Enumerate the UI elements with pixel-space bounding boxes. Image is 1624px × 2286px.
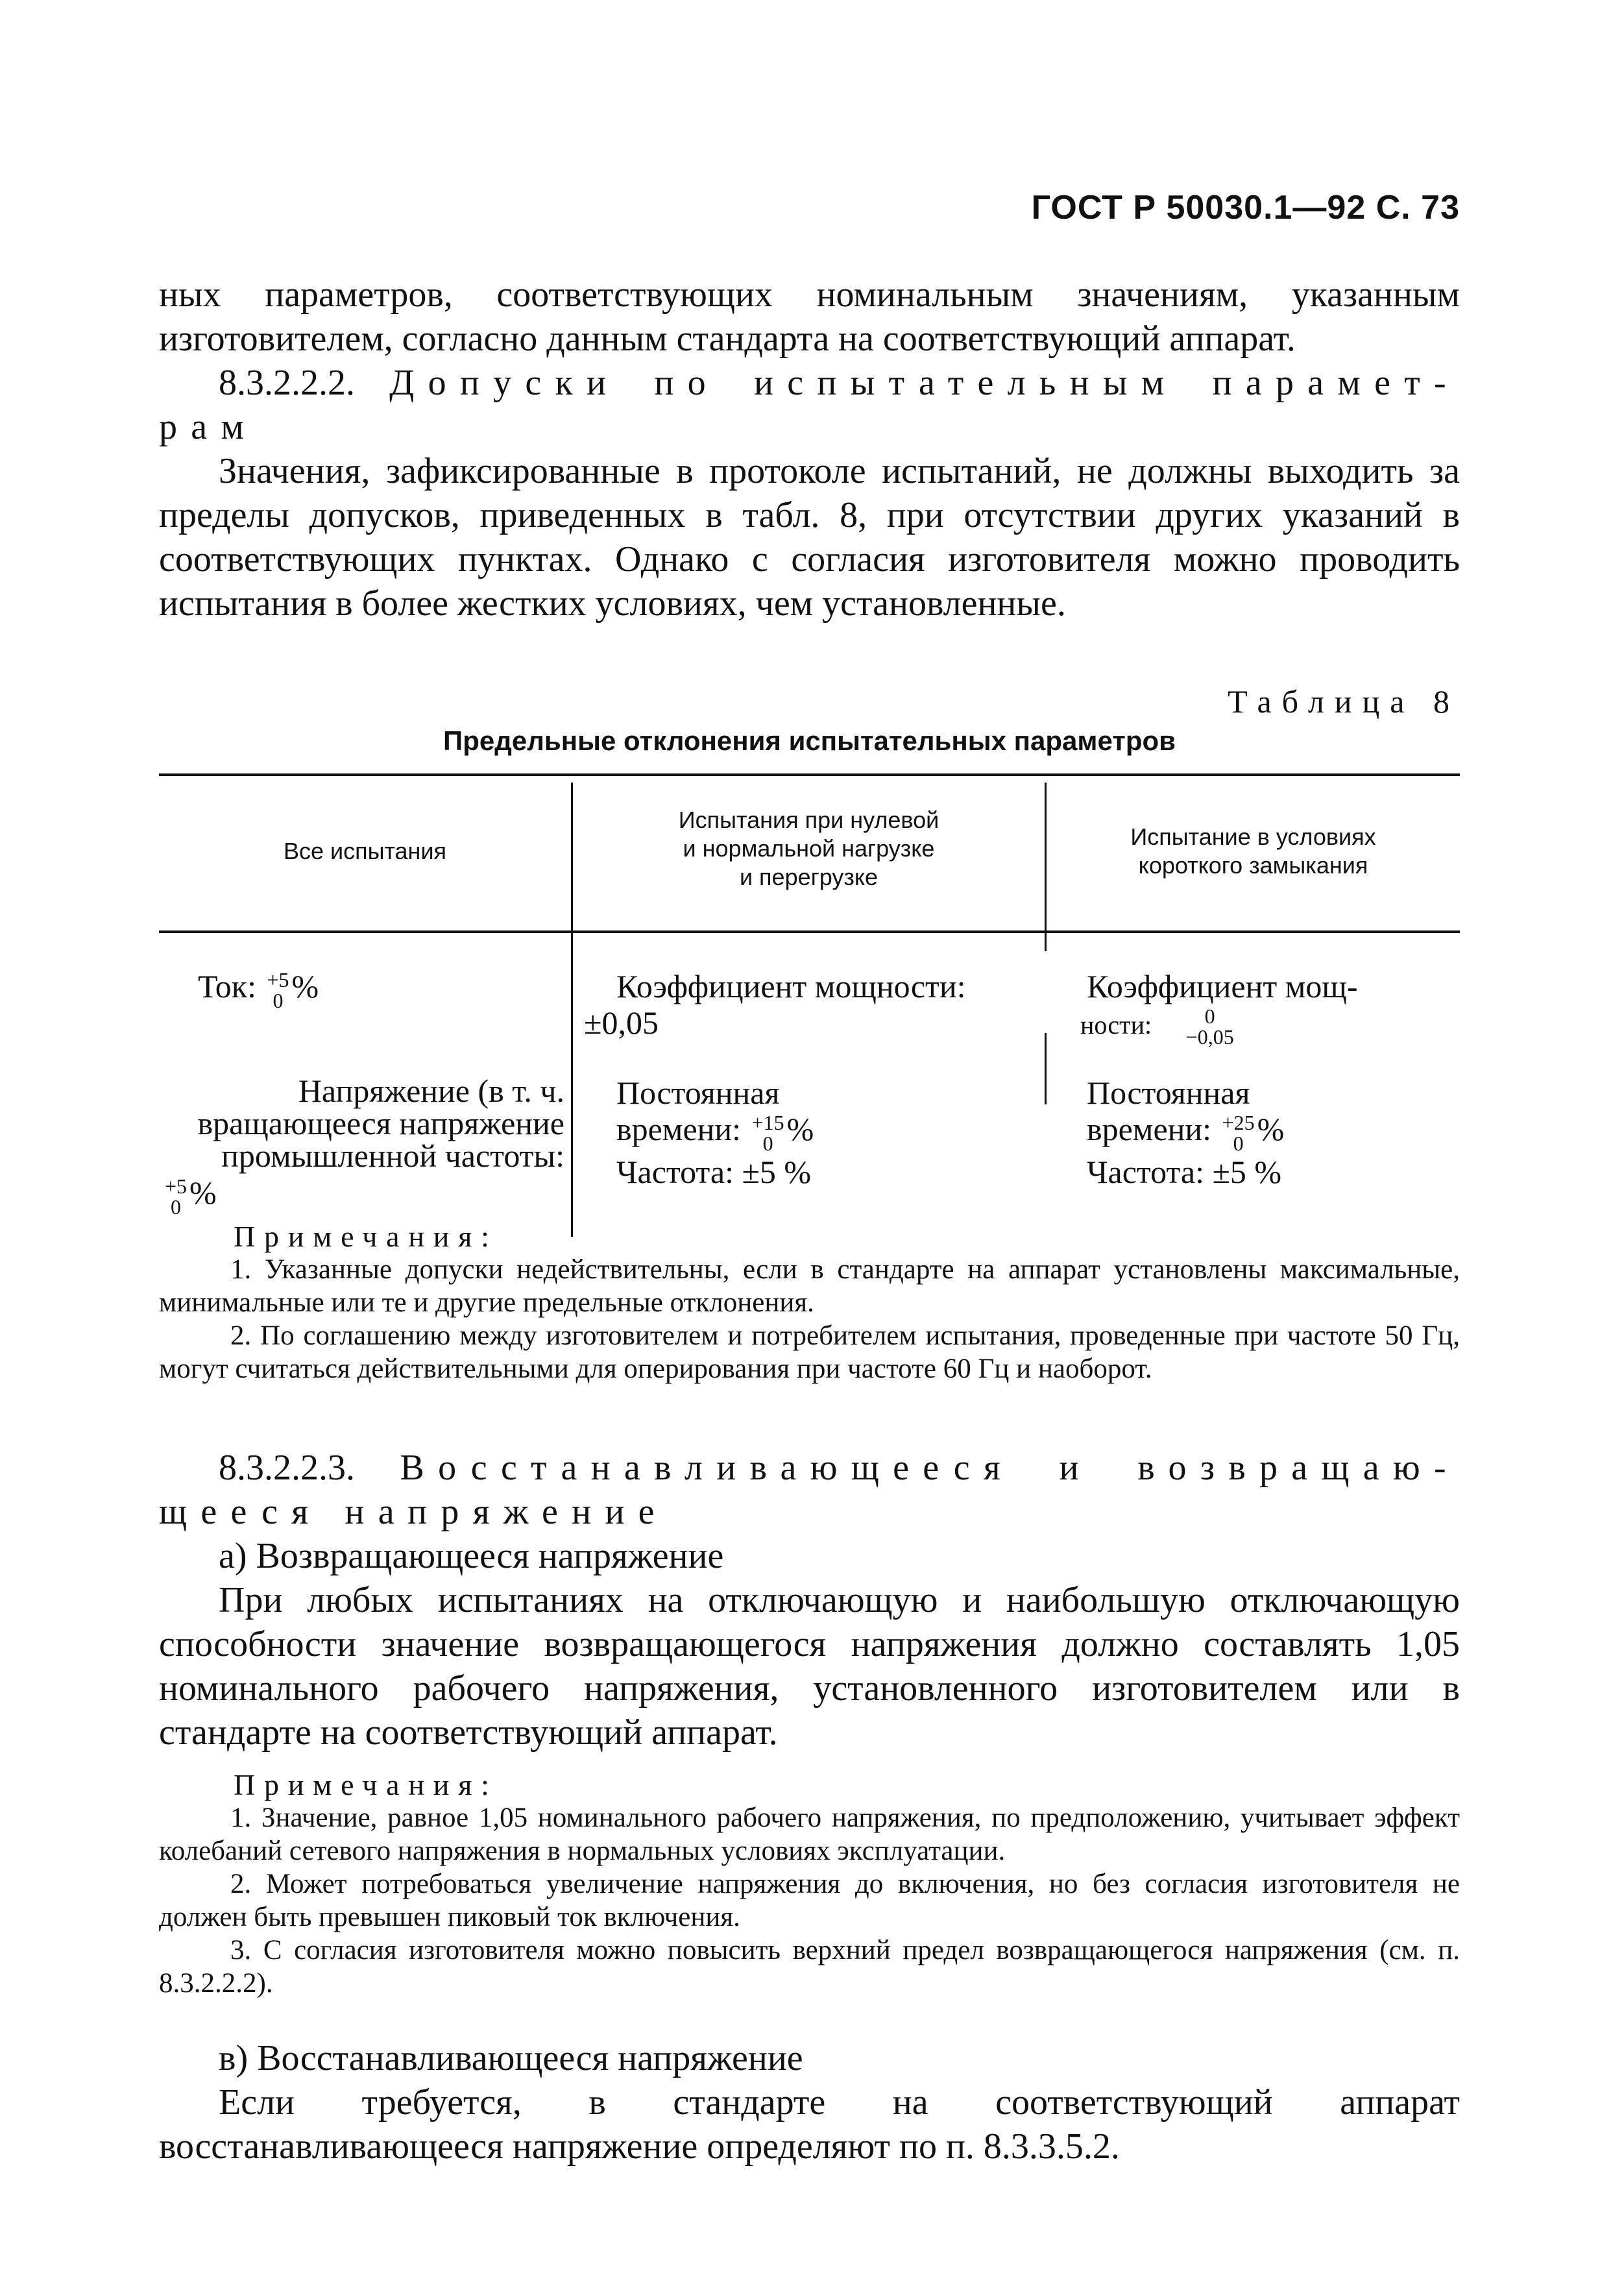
subsection-b-text: Если требуется, в стандарте на соответствующий аппарат восстанавливающееся напряжение определяют по п. 8.3.3.5.2. — [159, 2082, 1460, 2167]
section-title-continuation: щееся напряжение — [159, 1492, 668, 1532]
page-header: ГОСТ Р 50030.1—92 С. 73 — [1031, 189, 1460, 226]
section-title-word: Восстанавливающееся — [400, 1448, 1014, 1488]
table-title: Предельные отклонения испытательных параметров — [443, 725, 1176, 756]
table-top-rule — [159, 773, 1460, 776]
note-item: 2. По соглашению между изготовителем и потребителем испытания, проведенные при частоте 50 Гц, могут считаться действительными для оперирования при частоте 60 Гц и наоборот. — [159, 1320, 1460, 1384]
table-notes — [159, 1220, 1460, 1385]
section-number: 8.3.2.2.3. — [219, 1448, 355, 1488]
table-cell-power-factor: Коэффициент мощности: ±0,05 — [584, 968, 966, 1041]
table-column-divider — [1045, 1033, 1047, 1104]
continuation-paragraph: ных параметров, соответствующих номинальным значениям, указанным изготовителем, согласно данным стандарта на соответствующий аппарат. — [159, 274, 1460, 359]
table-header-cell: Испытания при нулевой и нормальной нагрузке и перегрузке — [678, 807, 939, 890]
table-cell-voltage-tolerance: +5 0 % — [165, 1174, 217, 1219]
note-item: 2. Может потребоваться увеличение напряжения до включения, но без согласия изготовителя не должен быть превышен пиковый ток включения. — [159, 1869, 1460, 1932]
section-title-word: по — [654, 363, 720, 403]
section-8-3-2-2-2-heading — [159, 361, 1460, 405]
tolerance: +5 0 — [267, 967, 289, 1012]
notes-title: Примечания: — [234, 1768, 498, 1801]
table-8 — [159, 773, 1460, 1241]
table-cell-voltage: Напряжение (в т. ч. вращающееся напряжение промышленной частоты: — [197, 1073, 564, 1174]
table-header-rule — [159, 930, 1460, 933]
note-item: 1. Значение, равное 1,05 номинального рабочего напряжения, по предположению, учитывает эффект колебаний сетевого напряжения в нормальных условиях эксплуатации. — [159, 1803, 1460, 1866]
table-header-cell: Испытание в условиях короткого замыкания — [1130, 823, 1376, 879]
table-cell-current: Ток: +5 0 % — [198, 967, 319, 1012]
subsection-b-title: в) Восстанавливающееся напряжение — [219, 2038, 803, 2078]
notes-title: Примечания: — [234, 1220, 498, 1253]
section-notes — [159, 1768, 1460, 2000]
section-8-3-2-2-3 — [159, 1446, 1460, 1755]
section-title-continuation: рам — [159, 407, 258, 447]
section-8-3-2-2-3-heading — [159, 1446, 1460, 1490]
section-title-word: парамет- — [1212, 363, 1460, 403]
section-title-word: испытательным — [754, 363, 1178, 403]
section-8-3-2-2-2-text: Значения, зафиксированные в протоколе испытаний, не должны выходить за пределы допусков, приведенных в табл. 8, при отсутствии других указаний в соответствующих пунктах. Однако с согласия изготовителя можно проводить испытания в более жестких условиях, чем установленные. — [159, 451, 1460, 624]
table-caption: Таблица 8 — [1228, 683, 1460, 720]
subsection-b — [159, 2036, 1460, 2169]
section-title-word: возвращаю- — [1137, 1448, 1460, 1488]
tolerance: +25 0 — [1222, 1110, 1255, 1155]
section-number: 8.3.2.2.2. — [219, 363, 355, 403]
table-cell-time-constant-sc: Постоянная времени: +25 0 % Частота: ±5 % — [1087, 1075, 1285, 1190]
table-header-cell: Все испытания — [283, 838, 447, 864]
table-cell-time-constant: Постоянная времени: +15 0 % Частота: ±5 % — [616, 1075, 814, 1190]
note-item: 3. С согласия изготовителя можно повысить верхний предел возвращающегося напряжения (см. п. 8.3.2.2.2). — [159, 1935, 1460, 1999]
section-title-word: Допуски — [389, 363, 620, 403]
table-cell-power-factor-sc: Коэффициент мощ- ности: 0 −0,05 — [1080, 968, 1358, 1049]
subsection-a-text: При любых испытаниях на отключающую и наибольшую отключающую способности значение возвращающегося напряжения должно составлять 1,05 номинального рабочего напряжения, установленного изготовителем или в стандарте на соответствующий аппарат. — [159, 1580, 1460, 1753]
tolerance: 0 −0,05 — [1185, 1004, 1234, 1049]
tolerance: +15 0 — [751, 1110, 784, 1155]
section-title-word: и — [1059, 1448, 1093, 1488]
note-item: 1. Указанные допуски недействительны, если в стандарте на аппарат установлены максимальные, минимальные или те и другие предельные отклонения. — [159, 1254, 1460, 1318]
subsection-a-title: а) Возвращающееся напряжение — [219, 1536, 724, 1576]
upper-text-block — [159, 273, 1460, 626]
